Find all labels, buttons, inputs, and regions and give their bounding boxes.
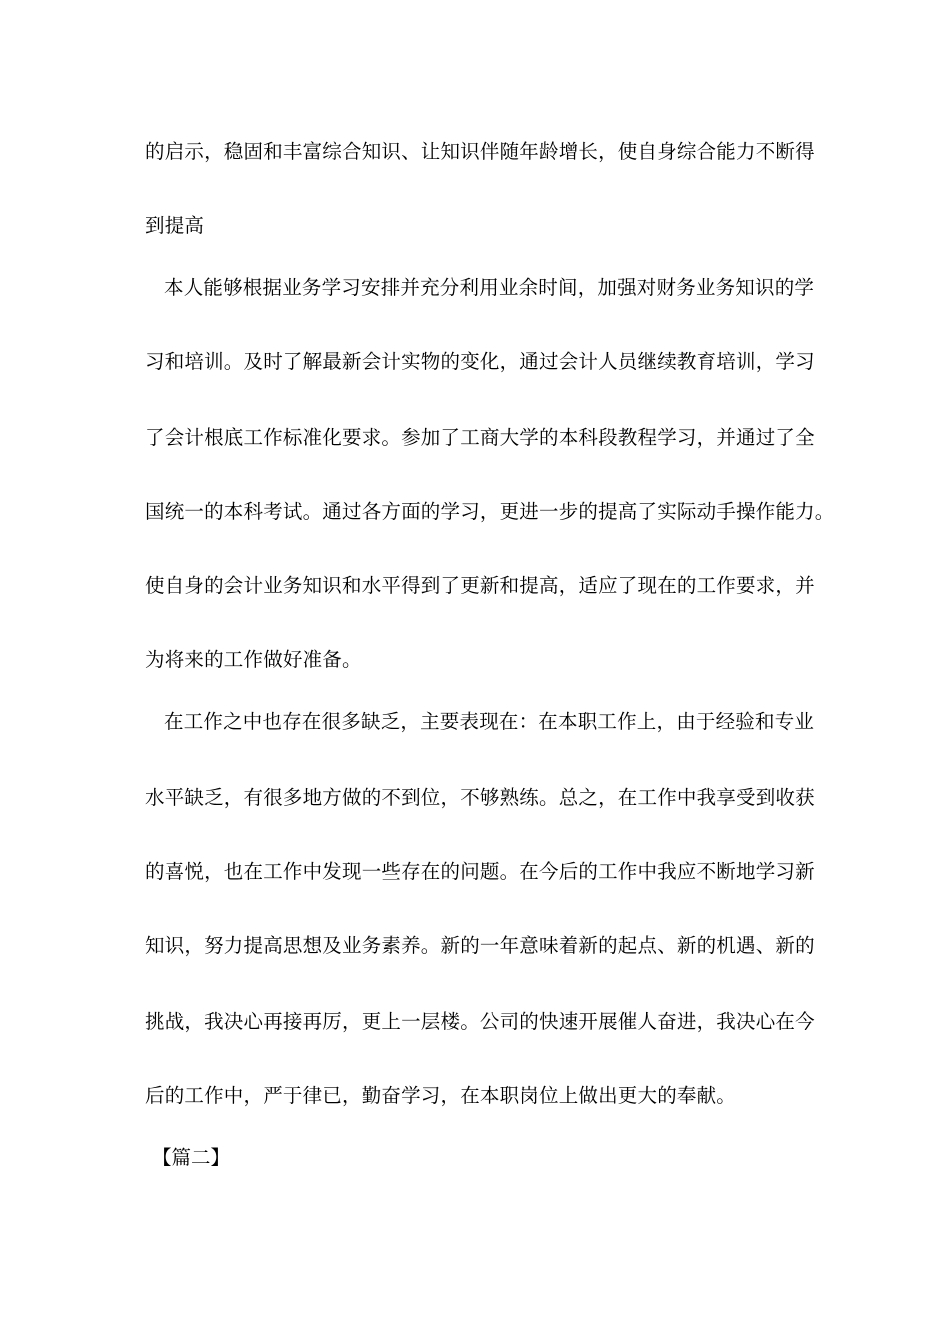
paragraph-2-line-2: 习和培训。及时了解最新会计实物的变化，通过会计人员继续教育培训，学习 bbox=[145, 350, 815, 373]
paragraph-3-line-4: 知识，努力提高思想及业务素养。新的一年意味着新的起点、新的机遇、新的 bbox=[145, 934, 815, 957]
paragraph-3-line-3: 的喜悦，也在工作中发现一些存在的问题。在今后的工作中我应不断地学习新 bbox=[145, 860, 815, 883]
paragraph-2-line-5: 使自身的会计业务知识和水平得到了更新和提高，适应了现在的工作要求，并 bbox=[145, 574, 815, 597]
paragraph-1-line-2: 到提高 bbox=[145, 214, 205, 237]
paragraph-2-line-6: 为将来的工作做好准备。 bbox=[145, 648, 362, 671]
paragraph-2-line-4: 国统一的本科考试。通过各方面的学习，更进一步的提高了实际动手操作能力。 bbox=[145, 500, 835, 523]
paragraph-2-line-1: 本人能够根据业务学习安排并充分利用业余时间，加强对财务业务知识的学 bbox=[164, 276, 815, 299]
paragraph-3-line-5: 挑战，我决心再接再厉，更上一层楼。公司的快速开展催人奋进，我决心在今 bbox=[145, 1010, 815, 1033]
section-heading: 【篇二】 bbox=[152, 1146, 231, 1169]
paragraph-2-line-3: 了会计根底工作标准化要求。参加了工商大学的本科段教程学习，并通过了全 bbox=[145, 426, 815, 449]
paragraph-3-line-1: 在工作之中也存在很多缺乏，主要表现在：在本职工作上，由于经验和专业 bbox=[164, 710, 815, 733]
paragraph-3-line-2: 水平缺乏，有很多地方做的不到位，不够熟练。总之，在工作中我享受到收获 bbox=[145, 786, 815, 809]
paragraph-1-line-1: 的启示，稳固和丰富综合知识、让知识伴随年龄增长，使自身综合能力不断得 bbox=[145, 140, 815, 163]
paragraph-3-line-6: 后的工作中，严于律已，勤奋学习，在本职岗位上做出更大的奉献。 bbox=[145, 1084, 737, 1107]
